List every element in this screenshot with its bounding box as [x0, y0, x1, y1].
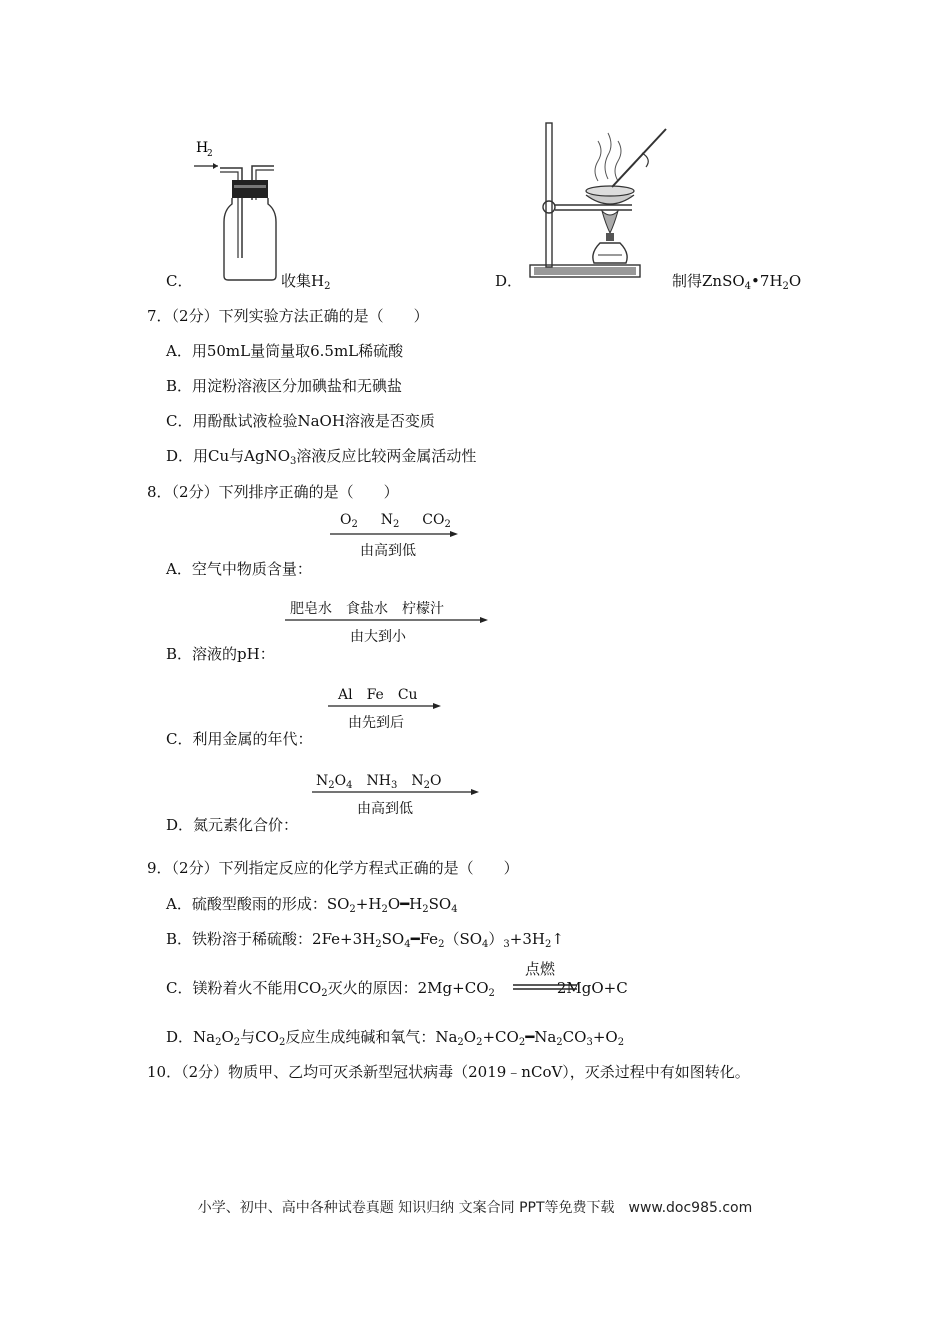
- q8-option-b-label: B．溶液的pH：: [166, 645, 275, 663]
- q6-option-c-text: 收集$H_2$: [281, 272, 331, 292]
- q9-equals-sign: [513, 983, 577, 991]
- q9-option-d: D．$Na_2O_2$与$CO_2$反应生成纯碱和氧气：$Na_2O_2+CO_2━Na_2CO_3+O_2$: [166, 1028, 625, 1048]
- q7-option-d: D．用Cu与AgNO$_3$溶液反应比较两金属活动性: [166, 447, 477, 467]
- q8-option-d-label: D．氮元素化合价：: [166, 816, 299, 834]
- q8-option-d-arrow: $N_2O_4$ $NH_3$ $N_2O$ 由高到低: [312, 770, 482, 820]
- q7-option-a: A．用50mL量筒量取6.5mL稀硫酸: [166, 342, 404, 360]
- q8-stem: 8．（2分）下列排序正确的是（ ）: [147, 483, 399, 501]
- q8-option-a-arrow: $O_2$ $N_2$ $CO_2$ 由高到低: [330, 512, 460, 562]
- page-footer: 小学、初中、高中各种试卷真题 知识归纳 文案合同 PPT等免费下载 www.doc985.com: [197, 1200, 753, 1216]
- q9-reaction-condition: 点燃: [525, 960, 556, 978]
- q6-option-d-label: D．: [495, 272, 523, 290]
- q8-option-c-label: C．利用金属的年代：: [166, 730, 313, 748]
- q9-stem: 9．（2分）下列指定反应的化学方程式正确的是（ ）: [147, 859, 519, 877]
- h2-label: H: [196, 140, 209, 156]
- q6-option-d-text: 制得$ZnSO_4•7H_2O$: [672, 272, 802, 292]
- q7-option-c: C．用酚酞试液检验NaOH溶液是否变质: [166, 412, 435, 430]
- q9-option-b: B．铁粉溶于稀硫酸：$2Fe+3H_2SO_4━Fe_2(SO_4)_3+3H_2↑$: [166, 930, 564, 950]
- q9-option-c: C．镁粉着火不能用$CO_2$灭火的原因：$2Mg+CO_2$ 2MgO+C: [166, 979, 628, 999]
- q7-option-b: B．用淀粉溶液区分加碘盐和无碘盐: [166, 377, 403, 395]
- q8-option-b-arrow: 肥皂水 食盐水 柠檬汁 由大到小: [285, 598, 490, 648]
- q9-option-a: A．硫酸型酸雨的形成：$SO_2+H_2O━H_2SO_4$: [166, 895, 458, 915]
- q8-option-c-arrow: Al Fe Cu 由先到后: [328, 684, 443, 734]
- q8-option-a-label: A．空气中物质含量：: [166, 560, 312, 578]
- svg-text:2: 2: [207, 149, 213, 159]
- gas-bottle-figure: [190, 138, 282, 283]
- q6-option-c-label: C．: [166, 272, 193, 290]
- q7-stem: 7．（2分）下列实验方法正确的是（ ）: [147, 307, 429, 325]
- evaporation-apparatus-figure: [520, 115, 670, 283]
- q10-stem: 10．（2分）物质甲、乙均可灭杀新型冠状病毒（2019﹣nCoV），灭杀过程中有如图转化。: [147, 1063, 750, 1081]
